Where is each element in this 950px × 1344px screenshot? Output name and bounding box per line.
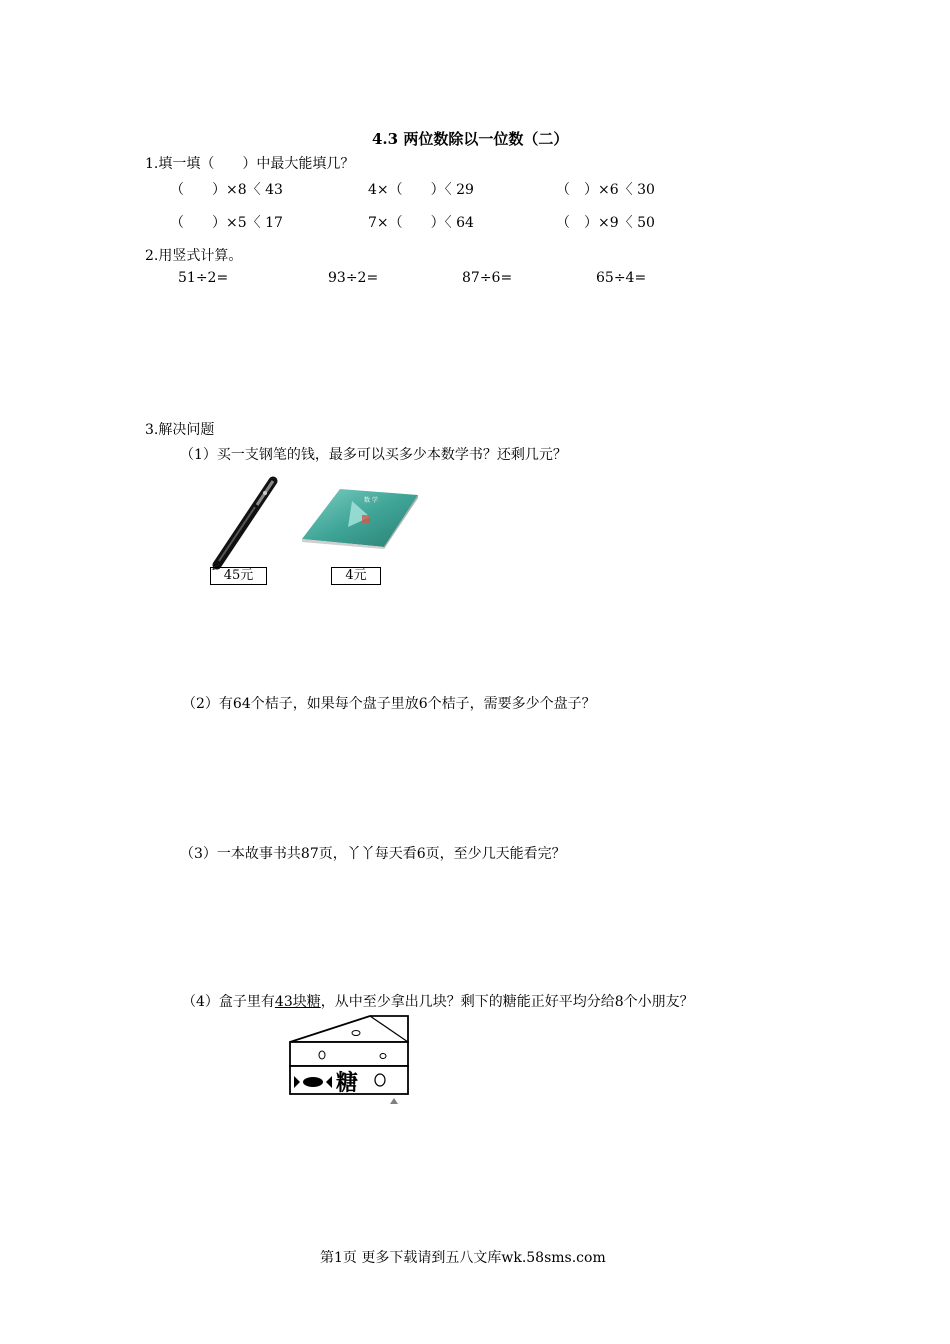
q2-item: 51÷2= [178, 270, 229, 286]
candy-box-image [278, 1012, 413, 1108]
page-title: 4.3 两位数除以一位数（二） [372, 130, 569, 148]
q1-heading: 1.填一填（ ）中最大能填几？ [145, 156, 355, 172]
q3-problem-4 [182, 991, 694, 1011]
q1-item: （ ）×6〈 30 [556, 182, 655, 198]
pen-price-tag: 45元 [210, 567, 267, 585]
q3-problem-2: （2）有64个桔子，如果每个盘子里放6个桔子，需要多少个盘子？ [182, 696, 596, 712]
book-price-tag: 4元 [331, 567, 381, 585]
q1-item: （ ）×8〈 43 [170, 182, 283, 198]
q3-problem-3: （3）一本故事书共87页，丫丫每天看6页，至少几天能看完？ [180, 846, 566, 862]
q1-item: 4×（ ）〈 29 [368, 182, 474, 198]
q3-problem-1: （1）买一支钢笔的钱，最多可以买多少本数学书？还剩几元？ [180, 447, 567, 463]
q1-item: （ ）×5〈 17 [170, 215, 283, 231]
pen-image [205, 475, 285, 570]
q3-heading: 3.解决问题 [145, 422, 215, 438]
book-cover-text: 数 学 [364, 497, 378, 504]
q1-item: （ ）×9〈 50 [556, 215, 655, 231]
q3-problem-4-underlined: 43块糖 [274, 994, 321, 1010]
candy-box-label: 糖 [336, 1070, 359, 1096]
page-footer: 第1页 更多下载请到五八文库wk.58sms.com [320, 1250, 606, 1266]
q3-problem-4-start: （4）盒子里有 [182, 994, 275, 1010]
q1-item: 7×（ ）〈 64 [368, 215, 474, 231]
q2-item: 65÷4= [596, 270, 647, 286]
q2-heading: 2.用竖式计算。 [145, 248, 243, 264]
q2-item: 87÷6= [462, 270, 513, 286]
q2-item: 93÷2= [328, 270, 379, 286]
q3-problem-4-end: ，从中至少拿出几块？剩下的糖能正好平均分给8个小朋友？ [320, 994, 694, 1010]
math-book-image [300, 487, 420, 549]
